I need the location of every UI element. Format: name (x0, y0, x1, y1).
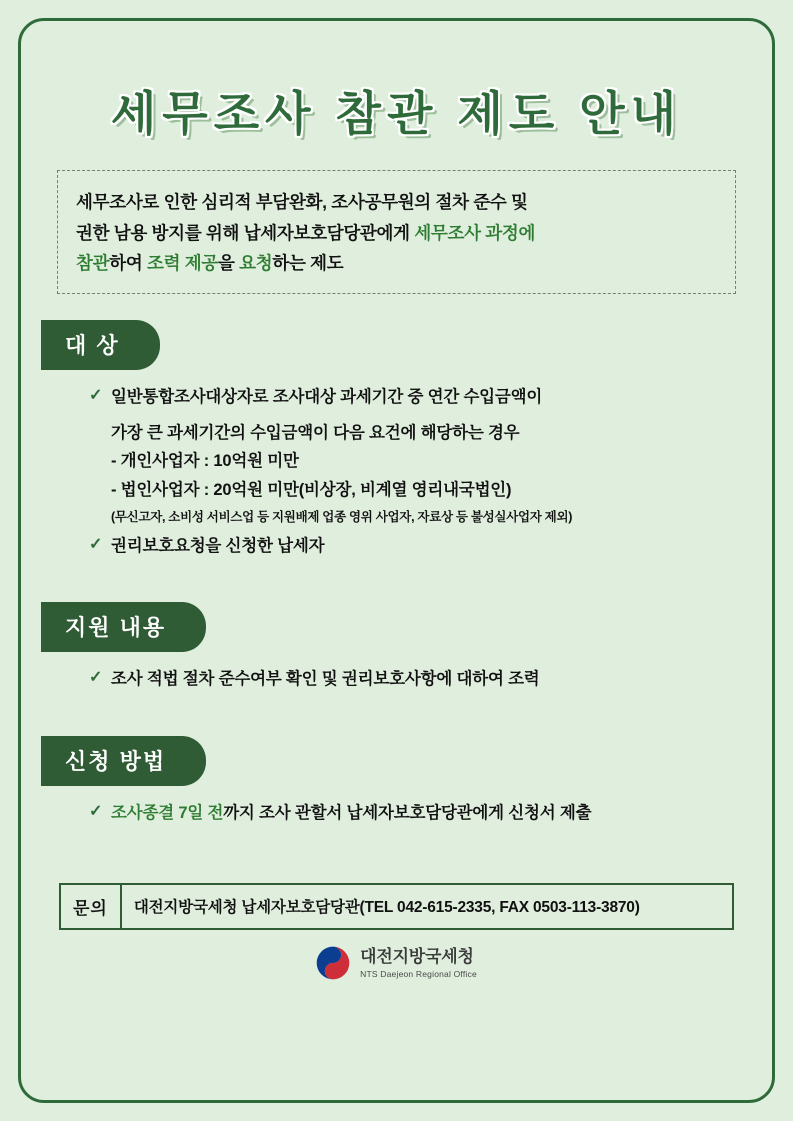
footer-org-en: NTS Daejeon Regional Office (360, 968, 477, 979)
page-title: 세무조사 참관 제도 안내 (110, 87, 683, 140)
section-heading-target: 대 상 (41, 320, 160, 370)
list-item-continuation: 가장 큰 과세기간의 수입금액이 다음 요건에 해당하는 경우 (111, 424, 520, 443)
contact-box (59, 883, 734, 930)
section-target (55, 320, 738, 560)
lead-line-3-highlight-1: 참관 (76, 253, 110, 274)
list-item-label: 권리보호요청을 신청한 납세자 (111, 537, 325, 556)
section-body-target (55, 370, 738, 560)
list-item (89, 533, 728, 559)
lead-line-1 (76, 187, 717, 218)
footer-logo (55, 946, 738, 980)
check-icon: ✓ (89, 386, 103, 404)
contact-details: 대전지방국세청 납세자보호담당관(TEL 042-615-2335, FAX 0503-113-3870) (133, 899, 640, 917)
list-item-label (111, 800, 591, 826)
check-icon: ✓ (89, 536, 103, 554)
lead-description-box (57, 170, 736, 294)
check-icon: ✓ (89, 669, 103, 687)
section-support (55, 602, 738, 692)
contact-label: 문의 (61, 885, 122, 928)
section-body-support (55, 652, 738, 692)
lead-line-3-highlight-3: 요청 (239, 253, 273, 274)
deadline-highlight: 조사종결 7일 전 (111, 803, 224, 822)
lead-line-3-text-3: 하는 제도 (272, 253, 344, 274)
section-heading-application: 신청 방법 (41, 736, 206, 786)
section-heading-support: 지원 내용 (41, 602, 206, 652)
list-item (89, 800, 728, 826)
lead-line-3-text-1: 하여 (109, 253, 147, 274)
section-body-application (55, 786, 738, 826)
deadline-rest: 까지 조사 관할서 납세자보호담당관에게 신청서 제출 (223, 803, 592, 822)
section-application (55, 736, 738, 826)
taegeuk-logo-icon (316, 946, 350, 980)
lead-line-3-text-2: 을 (217, 253, 240, 274)
list-item (89, 666, 728, 692)
lead-line-1-text: 세무조사로 인한 심리적 부담완화, 조사공무원의 절차 준수 및 (76, 192, 528, 212)
list-item-label: 조사 적법 절차 준수여부 확인 및 권리보호사항에 대하여 조력 (111, 670, 540, 689)
lead-line-2 (76, 218, 717, 249)
footer-org (360, 948, 477, 979)
list-item-label: 일반통합조사대상자로 조사대상 과세기간 중 연간 수입금액이 (111, 387, 543, 406)
poster-inner-frame (18, 18, 775, 1103)
sub-item-corporate: - 법인사업자 : 20억원 미만(비상장, 비계열 영리내국법인) (111, 481, 512, 500)
lead-line-3 (76, 248, 717, 279)
list-item (89, 384, 728, 410)
lead-line-2-highlight: 세무조사 과정에 (414, 222, 536, 243)
check-icon: ✓ (89, 802, 103, 820)
lead-line-3-highlight-2: 조력 제공 (147, 253, 218, 274)
exclusion-note: (무신고자, 소비성 서비스업 등 지원배제 업종 영위 사업자, 자료상 등 불성실사업자 제외) (111, 510, 573, 525)
spacer (55, 835, 738, 857)
spacer (55, 568, 738, 602)
sub-item-individual: - 개인사업자 : 10억원 미만 (111, 452, 299, 471)
spacer (55, 702, 738, 736)
footer-org-ko: 대전지방국세청 (360, 946, 474, 966)
lead-line-2-text: 권한 남용 방지를 위해 납세자보호담당관에게 (76, 222, 415, 243)
